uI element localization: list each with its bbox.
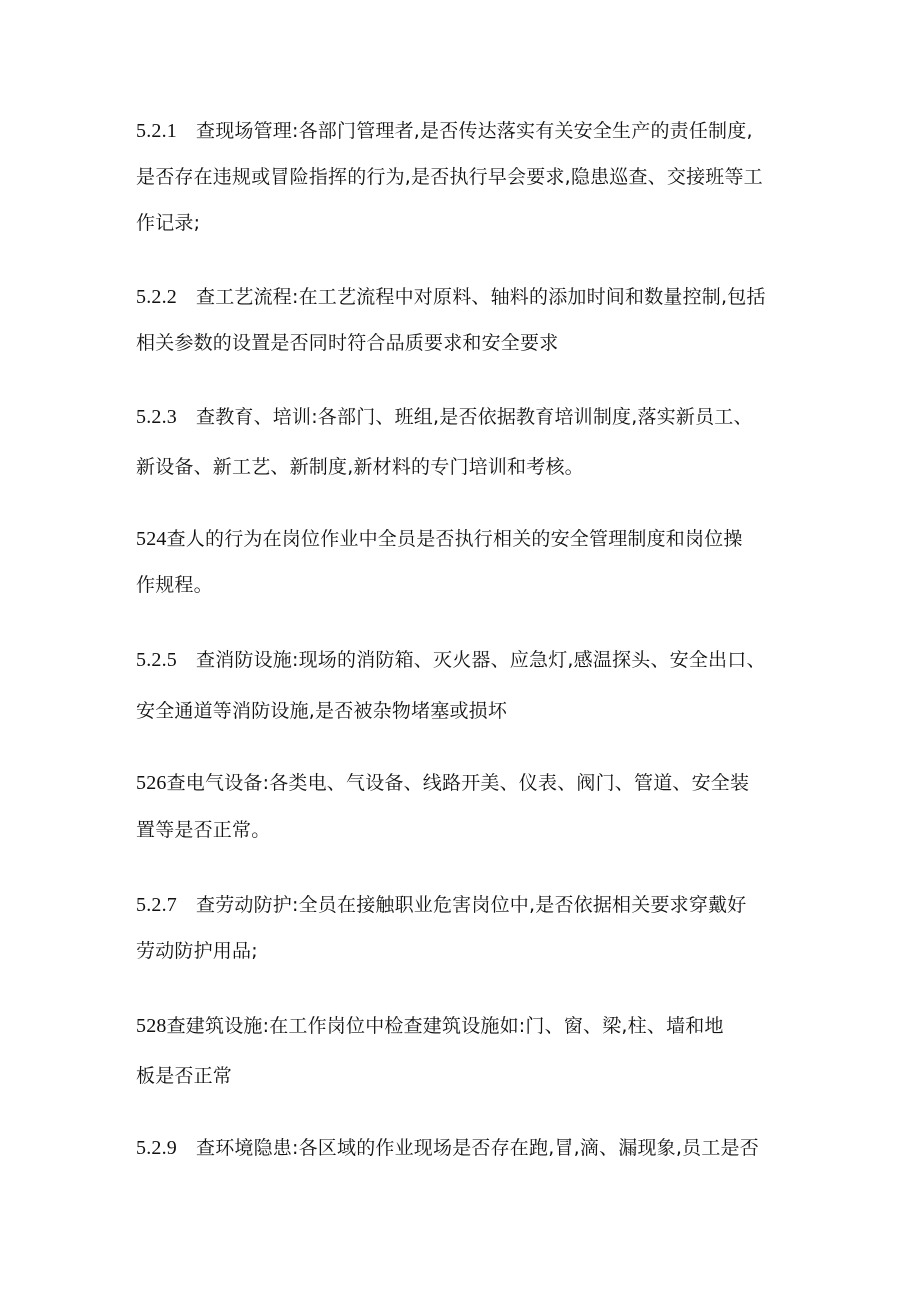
item-5-2-3-line-2: 新设备、新工艺、新制度,新材料的专门培训和考核。 xyxy=(136,456,584,478)
item-text: 查劳动防护:全员在接触职业危害岗位中,是否依据相关要求穿戴好 xyxy=(196,894,747,916)
item-text: 查电气设备:各类电、气设备、线路开美、仪表、阀门、管道、安全装 xyxy=(166,772,750,794)
item-text: 查环境隐患:各区域的作业现场是否存在跑,冒,滴、漏现象,员工是否 xyxy=(196,1137,759,1159)
item-5-2-3-first-line xyxy=(136,405,753,429)
item-5-2-1-line-2: 是否存在违规或冒险指挥的行为,是否执行早会要求,隐患巡查、交接班等工 xyxy=(136,166,763,188)
item-number: 528 xyxy=(136,1015,167,1037)
item-5-2-1-first-line xyxy=(136,119,753,143)
item-number: 5.2.7 xyxy=(136,894,177,916)
item-5-2-9-first-line xyxy=(136,1136,759,1160)
item-5-2-7-first-line xyxy=(136,893,746,917)
item-528-line-2: 板是否正常 xyxy=(136,1065,233,1087)
item-number: 5.2.9 xyxy=(136,1137,177,1159)
item-text: 查工艺流程:在工艺流程中对原料、轴料的添加时间和数量控制,包括 xyxy=(196,286,766,308)
item-text: 查建筑设施:在工作岗位中检查建筑设施如:门、窗、梁,柱、墙和地 xyxy=(166,1015,724,1037)
item-number: 5.2.2 xyxy=(136,286,177,308)
item-5-2-2-line-2: 相关参数的设置是否同时符合品质要求和安全要求 xyxy=(136,332,559,354)
item-number: 5.2.5 xyxy=(136,649,177,671)
item-number: 5.2.3 xyxy=(136,406,177,428)
item-5-2-2-first-line xyxy=(136,285,766,309)
item-5-2-5-first-line xyxy=(136,648,766,672)
item-text: 查现场管理:各部门管理者,是否传达落实有关安全生产的责任制度, xyxy=(196,120,753,142)
item-526-line-2: 置等是否正常。 xyxy=(136,819,271,841)
item-528-first-line xyxy=(136,1014,724,1038)
item-number: 524 xyxy=(136,528,167,550)
item-524-line-2: 作规程。 xyxy=(136,574,213,596)
item-526-first-line xyxy=(136,771,749,795)
item-5-2-1-line-3: 作记录; xyxy=(136,212,201,234)
item-text: 查人的行为在岗位作业中全员是否执行相关的安全管理制度和岗位操 xyxy=(166,528,743,550)
item-5-2-7-line-2: 劳动防护用品; xyxy=(136,940,258,962)
item-5-2-5-line-2: 安全通道等消防设施,是否被杂物堵塞或损坏 xyxy=(136,700,508,722)
item-text: 查消防设施:现场的消防箱、灭火器、应急灯,感温探头、安全出口、 xyxy=(196,649,766,671)
item-number: 5.2.1 xyxy=(136,120,177,142)
item-524-first-line xyxy=(136,527,743,551)
item-number: 526 xyxy=(136,772,167,794)
item-text: 查教育、培训:各部门、班组,是否依据教育培训制度,落实新员工、 xyxy=(196,406,753,428)
